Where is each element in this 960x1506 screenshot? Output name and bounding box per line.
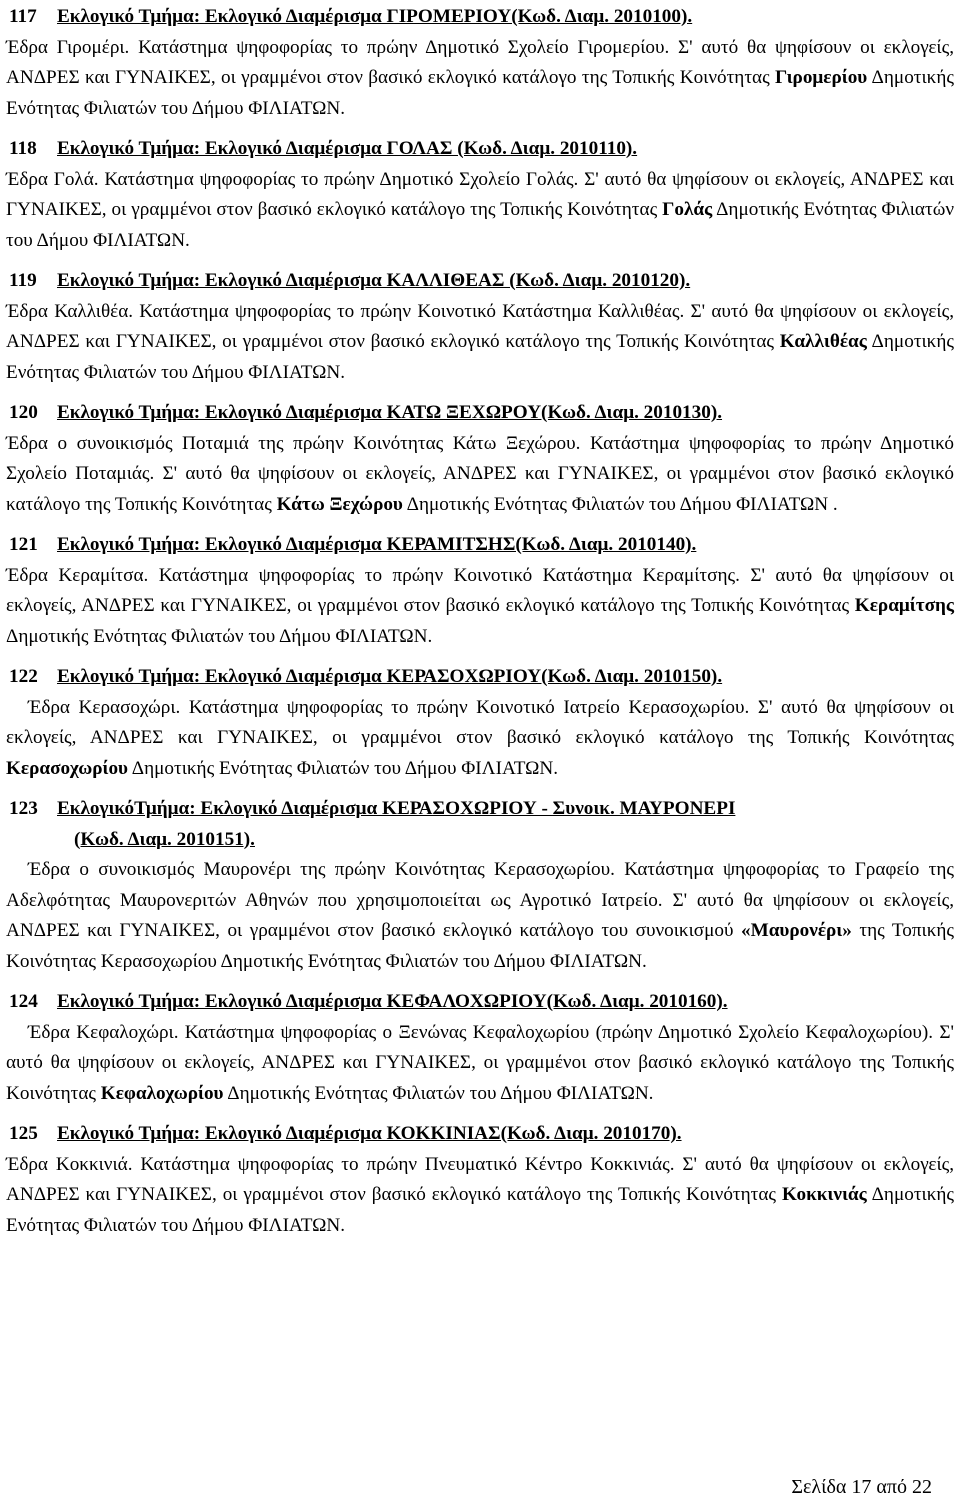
section-title: Εκλογικό Τμήμα: Εκλογικό Διαμέρισμα ΚΕΦΑΛΟΧΩΡΙΟΥ(Κωδ. Διαμ. 2010160). (57, 991, 728, 1012)
section-heading (6, 662, 954, 693)
page-number-footer: Σελίδα 17 από 22 (791, 1476, 932, 1498)
section-number: 120 (9, 402, 38, 423)
section-text: Έδρα Καλλιθέα. Κατάστημα ψηφοφορίας το πρώην Κοινοτικό Κατάστημα Καλλιθέας. Σ' αυτό θα ψηφίσουν οι εκλογείς, ΑΝΔΡΕΣ και ΓΥΝΑΙΚΕΣ, οι γραμμένοι στον βασικό εκλογικό κατάλογο της Τοπικής Κοινότητας Καλλιθέας Δημοτικής Ενότητας Φιλιατών του Δήμου ΦΙΛΙΑΤΩΝ. (6, 300, 954, 383)
section-heading (6, 987, 954, 1018)
community-name: «Μαυρονέρι» (741, 920, 852, 941)
section-119 (6, 266, 954, 388)
section-title-code: (Κωδ. Διαμ. 2010151). (74, 828, 255, 850)
section-118 (6, 134, 954, 256)
section-text: Έδρα Γολά. Κατάστημα ψηφοφορίας το πρώην Δημοτικό Σχολείο Γολάς. Σ' αυτό θα ψηφίσουν οι εκλογείς, ΑΝΔΡΕΣ και ΓΥΝΑΙΚΕΣ, οι γραμμένοι στον βασικό εκλογικό κατάλογο της Τοπικής Κοινότητας Γολάς Δημοτικής Ενότητας Φιλιατών του Δήμου ΦΙΛΙΑΤΩΝ. (6, 168, 955, 251)
section-number: 124 (9, 991, 38, 1012)
section-title: ΕκλογικόΤμήμα: Εκλογικό Διαμέρισμα ΚΕΡΑΣΟΧΩΡΙΟΥ - Συνοικ. ΜΑΥΡΟΝΕΡΙ (57, 798, 736, 819)
section-text: Έδρα Κερασοχώρι. Κατάστημα ψηφοφορίας το πρώην Κοινοτικό Ιατρείο Κερασοχωρίου. Σ' αυτό θα ψηφίσουν οι εκλογείς, ΑΝΔΡΕΣ και ΓΥΝΑΙΚΕΣ, οι γραμμένοι στον βασικό εκλογικό κατάλογο της Τοπικής Κοινότητας Κερασοχωρίου Δημοτικής Ενότητας Φιλιατών του Δήμου ΦΙΛΙΑΤΩΝ. (6, 696, 954, 779)
community-name: Κοκκινιάς (781, 1184, 867, 1205)
section-number: 121 (9, 534, 38, 555)
section-number: 118 (9, 138, 37, 159)
section-number: 119 (9, 270, 37, 291)
section-121 (6, 530, 954, 652)
section-heading (6, 134, 954, 165)
community-name: Γολάς (662, 199, 713, 220)
section-heading (6, 794, 954, 855)
section-text: Έδρα Γιρομέρι. Κατάστημα ψηφοφορίας το πρώην Δημοτικό Σχολείο Γιρομερίου. Σ' αυτό θα ψηφίσουν οι εκλογείς, ΑΝΔΡΕΣ και ΓΥΝΑΙΚΕΣ, οι γραμμένοι στον βασικό εκλογικό κατάλογο της Τοπικής Κοινότητας Γιρομερίου Δημοτικής Ενότητας Φιλιατών του Δήμου ΦΙΛΙΑΤΩΝ. (6, 36, 954, 119)
section-124 (6, 987, 954, 1109)
community-name: Κεραμίτσης (854, 595, 954, 616)
section-117 (6, 2, 954, 124)
document-page (6, 2, 954, 1241)
section-heading (6, 266, 954, 297)
section-title: Εκλογικό Τμήμα: Εκλογικό Διαμέρισμα ΚΑΤΩ ΞΕΧΩΡΟΥ(Κωδ. Διαμ. 2010130). (57, 402, 723, 423)
section-text: Έδρα Κεραμίτσα. Κατάστημα ψηφοφορίας το πρώην Κοινοτικό Κατάστημα Κεραμίτσης. Σ' αυτό θα ψηφίσουν οι εκλογείς, ΑΝΔΡΕΣ και ΓΥΝΑΙΚΕΣ, οι γραμμένοι στον βασικό εκλογικό κατάλογο της Τοπικής Κοινότητας Κεραμίτσης Δημοτικής Ενότητας Φιλιατών του Δήμου ΦΙΛΙΑΤΩΝ. (6, 564, 954, 647)
section-123 (6, 794, 954, 977)
section-title: Εκλογικό Τμήμα: Εκλογικό Διαμέρισμα ΓΟΛΑΣ (Κωδ. Διαμ. 2010110). (57, 138, 638, 159)
section-number: 117 (9, 6, 37, 27)
section-heading (6, 530, 954, 561)
section-heading (6, 2, 954, 33)
section-text: Έδρα Κοκκινιά. Κατάστημα ψηφοφορίας το πρώην Πνευματικό Κέντρο Κοκκινιάς. Σ' αυτό θα ψηφίσουν οι εκλογείς, ΑΝΔΡΕΣ και ΓΥΝΑΙΚΕΣ, οι γραμμένοι στον βασικό εκλογικό κατάλογο της Τοπικής Κοινότητας Κοκκινιάς Δημοτικής Ενότητας Φιλιατών του Δήμου ΦΙΛΙΑΤΩΝ. (6, 1153, 954, 1236)
section-title: Εκλογικό Τμήμα: Εκλογικό Διαμέρισμα ΓΙΡΟΜΕΡΙΟΥ(Κωδ. Διαμ. 2010100). (57, 6, 693, 27)
section-122 (6, 662, 954, 784)
section-title: Εκλογικό Τμήμα: Εκλογικό Διαμέρισμα ΚΕΡΑΜΙΤΣΗΣ(Κωδ. Διαμ. 2010140). (57, 534, 697, 555)
section-text: Έδρα Κεφαλοχώρι. Κατάστημα ψηφοφορίας ο Ξενώνας Κεφαλοχωρίου (πρώην Δημοτικό Σχολείο Κεφαλοχωρίου). Σ' αυτό θα ψηφίσουν οι εκλογείς, ΑΝΔΡΕΣ και ΓΥΝΑΙΚΕΣ, οι γραμμένοι στον βασικό εκλογικό κατάλογο της Τοπικής Κοινότητας Κεφαλοχωρίου Δημοτικής Ενότητας Φιλιατών του Δήμου ΦΙΛΙΑΤΩΝ. (6, 1021, 954, 1104)
community-name: Καλλιθέας (779, 331, 867, 352)
community-name: Κερασοχωρίου (6, 757, 129, 779)
community-name: Κεφαλοχωρίου (100, 1082, 224, 1104)
community-name: Κάτω Ξεχώρου (276, 493, 403, 515)
section-heading (6, 1119, 954, 1150)
section-number: 122 (9, 666, 38, 687)
section-number: 123 (9, 798, 38, 819)
section-title: Εκλογικό Τμήμα: Εκλογικό Διαμέρισμα ΚΕΡΑΣΟΧΩΡΙΟΥ(Κωδ. Διαμ. 2010150). (57, 666, 723, 687)
section-title: Εκλογικό Τμήμα: Εκλογικό Διαμέρισμα ΚΟΚΚΙΝΙΑΣ(Κωδ. Διαμ. 2010170). (57, 1123, 682, 1144)
section-title: Εκλογικό Τμήμα: Εκλογικό Διαμέρισμα ΚΑΛΛΙΘΕΑΣ (Κωδ. Διαμ. 2010120). (57, 270, 691, 291)
community-name: Γιρομερίου (775, 67, 868, 88)
section-125 (6, 1119, 954, 1241)
section-number: 125 (9, 1123, 38, 1144)
section-text: Έδρα ο συνοικισμός Ποταμιά της πρώην Κοινότητας Κάτω Ξεχώρου. Κατάστημα ψηφοφορίας το πρώην Δημοτικό Σχολείο Ποταμιάς. Σ' αυτό θα ψηφίσουν οι εκλογείς, ΑΝΔΡΕΣ και ΓΥΝΑΙΚΕΣ, οι γραμμένοι στον βασικό εκλογικό κατάλογο της Τοπικής Κοινότητας Κάτω Ξεχώρου Δημοτικής Ενότητας Φιλιατών του Δήμου ΦΙΛΙΑΤΩΝ . (6, 432, 954, 515)
section-text: Έδρα ο συνοικισμός Μαυρονέρι της πρώην Κοινότητας Κερασοχωρίου. Κατάστημα ψηφοφορίας το Γραφείο της Αδελφότητας Μαυρονεριτών Αθηνών που χρησιμοποιείται ως Αγροτικό Ιατρείο. Σ' αυτό θα ψηφίσουν οι εκλογείς, ΑΝΔΡΕΣ και ΓΥΝΑΙΚΕΣ, οι γραμμένοι στον βασικό εκλογικό κατάλογο του συνοικισμού «Μαυρονέρι» της Τοπικής Κοινότητας Κερασοχωρίου Δημοτικής Ενότητας Φιλιατών του Δήμου ΦΙΛΙΑΤΩΝ. (6, 859, 955, 972)
section-120 (6, 398, 954, 520)
section-heading (6, 398, 954, 429)
